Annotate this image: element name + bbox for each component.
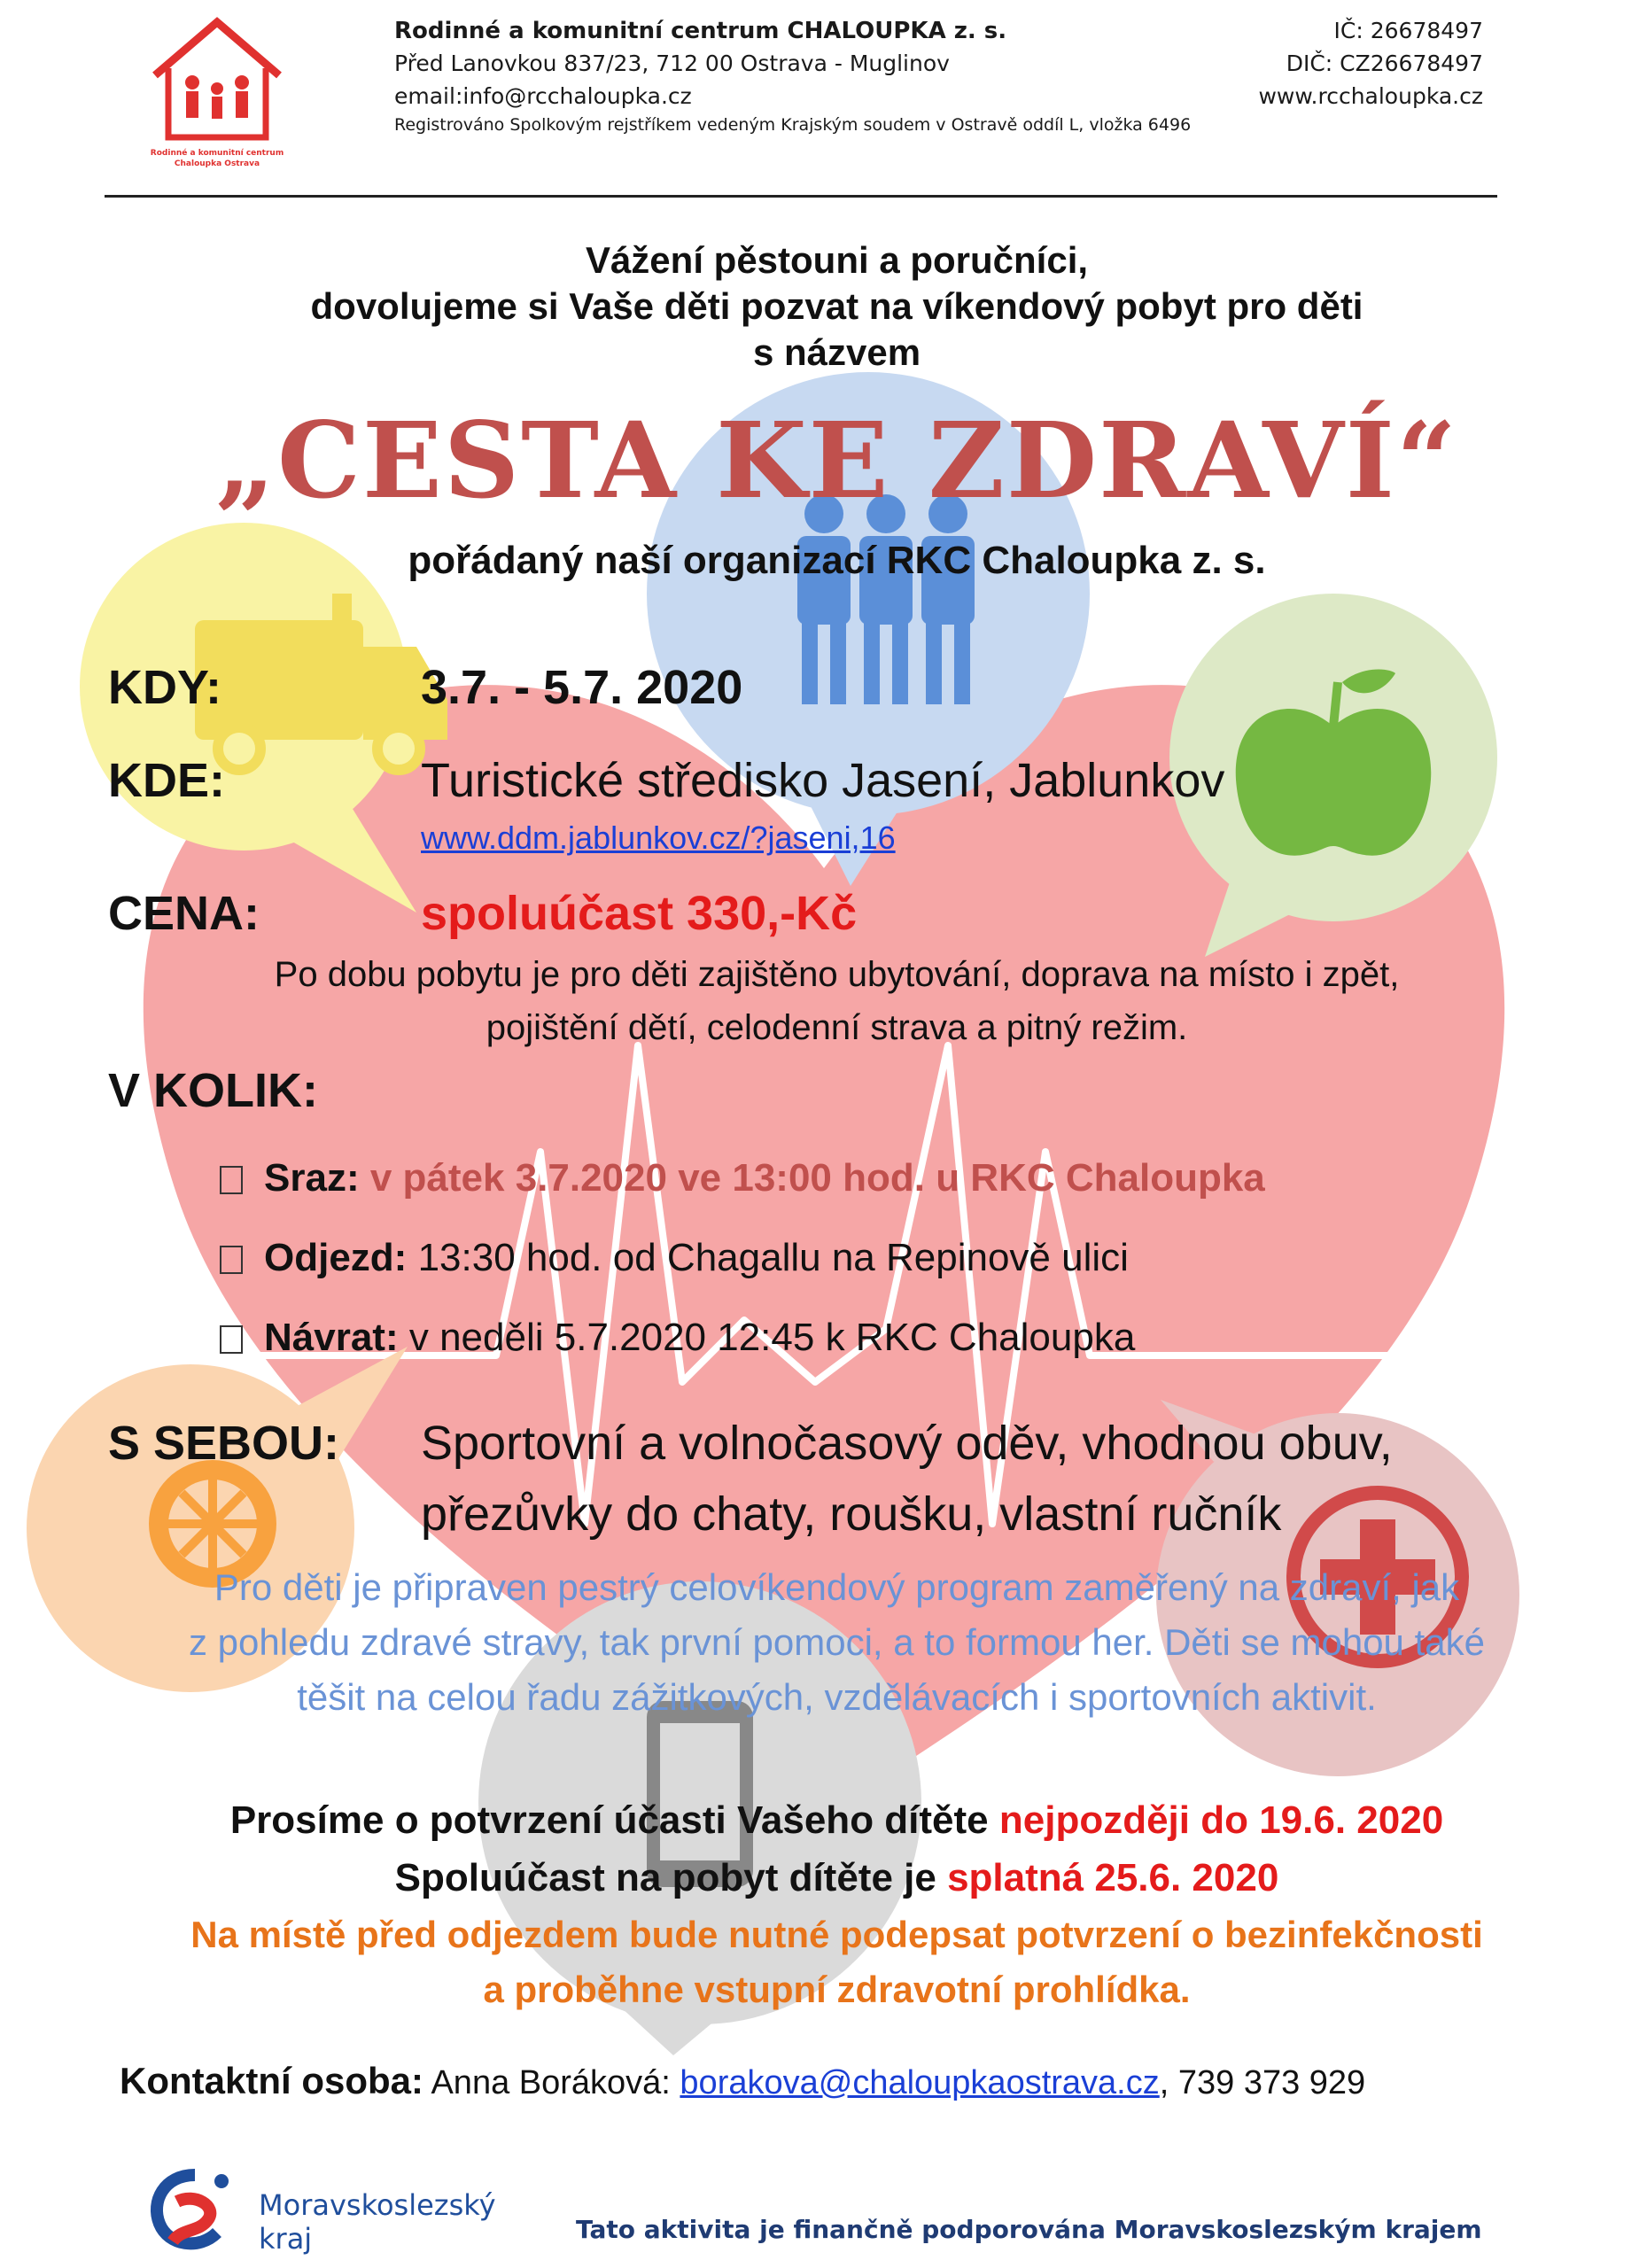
confirm-text-2: Spoluúčast na pobyt dítěte je xyxy=(394,1856,948,1899)
intro-line-1: Vážení pěstouni a poručníci, xyxy=(585,239,1089,281)
navrat-item xyxy=(220,1316,1135,1360)
org-name: Rodinné a komunitní centrum CHALOUPKA z. s. xyxy=(394,18,1007,44)
logo xyxy=(137,13,297,173)
region-name-1: Moravskoslezský xyxy=(259,2188,496,2222)
odjezd-value: 13:30 hod. od Chagallu na Repinově ulici xyxy=(417,1236,1129,1279)
contact-email-link[interactable]: borakova@chaloupkaostrava.cz xyxy=(680,2064,1160,2101)
confirm-line-3: Na místě před odjezdem bude nutné podepsat potvrzení o bezinfekčnosti xyxy=(190,1914,1483,1955)
organizer-line: pořádaný naší organizací RKC Chaloupka z. s. xyxy=(408,539,1266,582)
bullet-box xyxy=(220,1246,243,1274)
intro-line-2: dovolujeme si Vaše děti pozvat na víkendový pobyt pro děti xyxy=(310,285,1363,327)
region-logo-icon xyxy=(146,2162,261,2259)
kde-link[interactable]: www.ddm.jablunkov.cz/?jaseni,16 xyxy=(421,819,896,856)
cena-label: CENA: xyxy=(108,887,260,940)
org-address: Před Lanovkou 837/23, 712 00 Ostrava - Muglinov xyxy=(394,50,950,76)
confirm-line-2 xyxy=(13,1856,1647,1900)
program-line-3: těšit na celou řadu zážitkových, vzdělávacích i sportovních aktivit. xyxy=(297,1676,1377,1718)
payment-deadline: splatná 25.6. 2020 xyxy=(947,1856,1279,1899)
org-email: email:info@rcchaloupka.cz xyxy=(394,83,692,109)
program-line-2: z pohledu zdravé stravy, tak první pomoci, a to formou her. Děti se mohou také xyxy=(189,1621,1485,1663)
cena-note-1: Po dobu pobytu je pro děti zajištěno ubytování, doprava na místo i zpět, xyxy=(274,955,1400,994)
contact-name: Anna Boráková: xyxy=(423,2064,680,2101)
confirm-line-1 xyxy=(13,1798,1647,1843)
support-note: Tato aktivita je finančně podporována Moravskoslezským krajem xyxy=(576,2215,1482,2244)
navrat-value: v neděli 5.7.2020 12:45 k RKC Chaloupka xyxy=(408,1316,1136,1359)
org-ic: IČ: 26678497 xyxy=(1333,18,1483,43)
confirm-line-4: a proběhne vstupní zdravotní prohlídka. xyxy=(483,1969,1191,2010)
sebou-value-1: Sportovní a volnočasový oděv, vhodnou obuv, xyxy=(421,1417,1393,1470)
sraz-item xyxy=(220,1156,1265,1200)
org-dic: DIČ: CZ26678497 xyxy=(1286,50,1483,76)
confirm-text-1: Prosíme o potvrzení účasti Vašeho dítěte xyxy=(229,1798,999,1842)
navrat-label: Návrat: xyxy=(264,1316,399,1359)
contact-label: Kontaktní osoba: xyxy=(120,2060,423,2101)
event-title: „CESTA KE ZDRAVÍ“ xyxy=(215,399,1458,522)
bullet-box xyxy=(220,1166,243,1194)
kdy-label: KDY: xyxy=(108,661,221,714)
intro-line-3: s názvem xyxy=(752,331,921,373)
sraz-value: v pátek 3.7.2020 ve 13:00 hod. u RKC Chaloupka xyxy=(369,1156,1265,1200)
cena-value: spoluúčast 330,-Kč xyxy=(421,887,858,940)
kde-label: KDE: xyxy=(108,754,225,807)
contact-line xyxy=(120,2060,1365,2102)
logo-text-2: Chaloupka Ostrava xyxy=(174,159,260,168)
sebou-value-2: přezůvky do chaty, roušku, vlastní ručník xyxy=(421,1487,1282,1541)
kdy-value: 3.7. - 5.7. 2020 xyxy=(421,661,743,714)
logo-text-1: Rodinné a komunitní centrum xyxy=(150,149,284,158)
house-logo-icon xyxy=(137,13,297,173)
sebou-label: S SEBOU: xyxy=(108,1417,340,1470)
confirm-deadline: nejpozději do 19.6. 2020 xyxy=(998,1798,1444,1842)
contact-phone: , 739 373 929 xyxy=(1159,2064,1366,2101)
kde-value: Turistické středisko Jasení, Jablunkov xyxy=(421,754,1225,807)
header-divider xyxy=(105,195,1497,198)
region-name-2: kraj xyxy=(259,2222,313,2256)
sraz-label: Sraz: xyxy=(264,1156,360,1200)
program-line-1: Pro děti je připraven pestrý celovíkendový program zaměřený na zdraví, jak xyxy=(214,1566,1460,1608)
org-web: www.rcchaloupka.cz xyxy=(1258,83,1483,109)
odjezd-label: Odjezd: xyxy=(264,1236,408,1279)
region-logo xyxy=(146,2162,261,2259)
bullet-box xyxy=(220,1325,243,1354)
org-registration: Registrováno Spolkovým rejstříkem vedeným Krajským soudem v Ostravě oddíl L, vložka 6496 xyxy=(394,115,1192,135)
cena-note-2: pojištění dětí, celodenní strava a pitný režim. xyxy=(486,1008,1188,1047)
odjezd-item xyxy=(220,1236,1129,1280)
kolik-label: V KOLIK: xyxy=(108,1064,318,1117)
